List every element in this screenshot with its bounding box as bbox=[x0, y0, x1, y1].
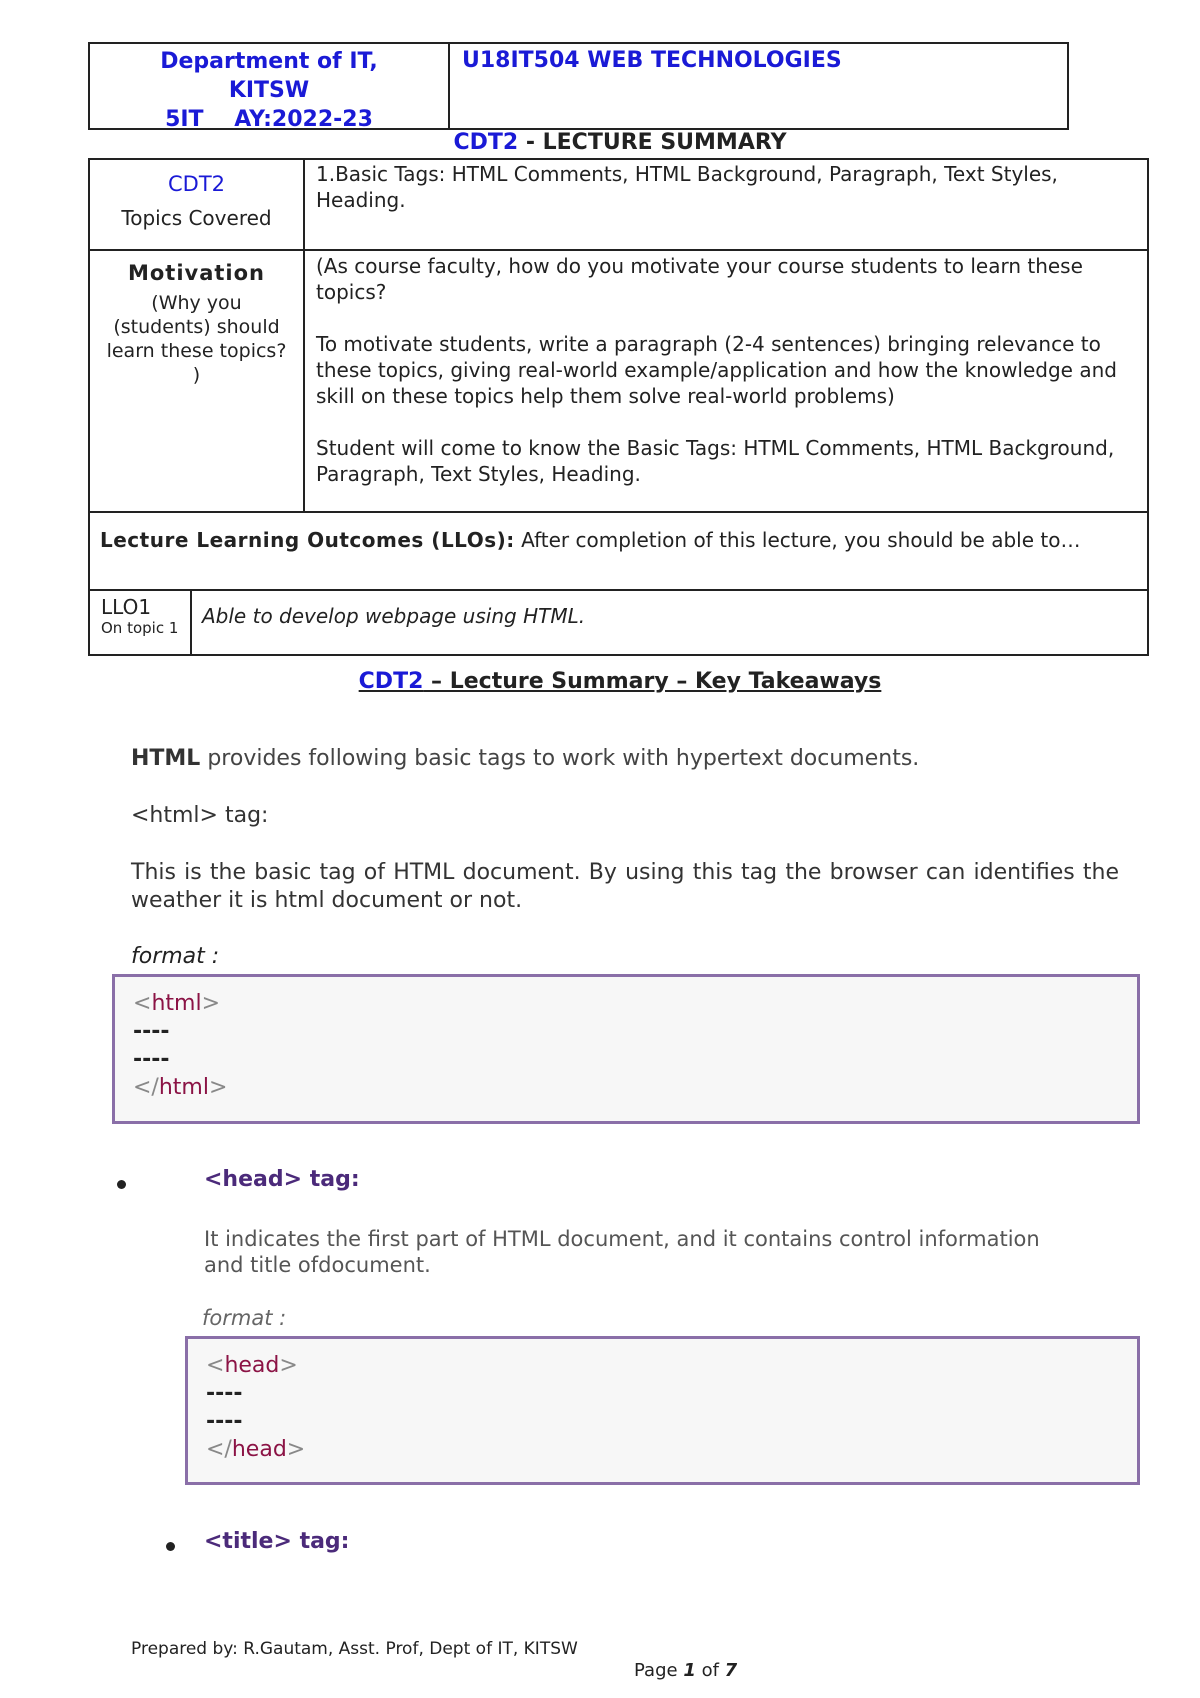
intro-text bbox=[131, 746, 919, 771]
motivation-para2: To motivate students, write a paragraph (2-4 sentences) bringing relevance to these topics, giving real-world example/application and how the knowledge and skill on these topics help them solve real-world problems) bbox=[316, 332, 1117, 408]
department-line2: KITSW bbox=[228, 78, 310, 103]
motivation-subtitle: (Why you (students) should learn these topics? ) bbox=[106, 292, 287, 386]
llo-header-bold: Lecture Learning Outcomes (LLOs): bbox=[100, 528, 515, 552]
head-line2: ---- bbox=[206, 1409, 243, 1434]
takeaway-text: – Lecture Summary – Key Takeaways bbox=[423, 669, 882, 694]
llo1-sub: On topic 1 bbox=[101, 619, 179, 637]
intro-rest: provides following basic tags to work with hypertext documents. bbox=[200, 746, 920, 771]
llo1-text: Able to develop webpage using HTML. bbox=[202, 604, 586, 628]
takeaway-code: CDT2 bbox=[358, 669, 424, 694]
html-line1: ---- bbox=[133, 1019, 170, 1044]
footer-prepared-by: Prepared by: R.Gautam, Asst. Prof, Dept of IT, KITSW bbox=[131, 1639, 578, 1659]
html-open-gt: > bbox=[201, 991, 220, 1016]
lecture-summary-title bbox=[0, 130, 1200, 155]
llo-header-text: After completion of this lecture, you should be able to… bbox=[514, 528, 1081, 552]
llo1-id-cell bbox=[90, 591, 192, 654]
bullet-dot bbox=[117, 1180, 126, 1189]
html-open-name: html bbox=[151, 991, 202, 1016]
html-close-lt: </ bbox=[133, 1075, 159, 1100]
title-tag-heading: <title> tag: bbox=[204, 1529, 350, 1554]
html-close-gt: > bbox=[208, 1075, 228, 1100]
motivation-table bbox=[88, 251, 1149, 513]
head-code-block bbox=[185, 1336, 1140, 1485]
course-title: U18IT504 WEB TECHNOLOGIES bbox=[462, 48, 842, 73]
topics-content: 1.Basic Tags: HTML Comments, HTML Background, Paragraph, Text Styles, Heading. bbox=[316, 162, 1058, 212]
department-line3: 5IT AY:2022-23 bbox=[165, 107, 373, 132]
html-open-lt: < bbox=[133, 991, 152, 1016]
bullet-dot bbox=[166, 1542, 175, 1551]
html-code-block bbox=[112, 974, 1140, 1124]
html-tag-heading: <html> tag: bbox=[131, 803, 269, 828]
html-tag-description: This is the basic tag of HTML document. By using this tag the browser can identifies the weather it is html document or not. bbox=[131, 860, 1119, 913]
topics-table bbox=[88, 158, 1149, 251]
head-line1: ---- bbox=[206, 1381, 243, 1406]
html-open-line bbox=[133, 990, 1137, 1018]
head-close-lt: </ bbox=[206, 1437, 232, 1462]
llo1-id: LLO1 bbox=[101, 595, 152, 619]
html-line2: ---- bbox=[133, 1047, 170, 1072]
head-open-gt: > bbox=[279, 1353, 298, 1378]
head-format-label: format : bbox=[202, 1306, 287, 1330]
department-cell bbox=[90, 44, 450, 132]
head-open-lt: < bbox=[206, 1353, 225, 1378]
head-close-name: head bbox=[231, 1437, 287, 1462]
header-table bbox=[88, 42, 1069, 130]
head-close-gt: > bbox=[286, 1437, 306, 1462]
head-open-name: head bbox=[224, 1353, 280, 1378]
head-tag-heading: <head> tag: bbox=[204, 1167, 360, 1192]
head-close-line bbox=[206, 1436, 1137, 1464]
summary-code: CDT2 bbox=[453, 130, 519, 155]
topics-code: CDT2 bbox=[167, 172, 226, 196]
page-current: 1 bbox=[683, 1660, 696, 1681]
html-format-label: format : bbox=[131, 944, 220, 969]
footer-page-number bbox=[634, 1660, 737, 1681]
motivation-label-cell bbox=[90, 251, 305, 511]
llo1-row bbox=[88, 589, 1149, 656]
llo-header bbox=[88, 511, 1149, 591]
html-close-name: html bbox=[158, 1075, 209, 1100]
intro-bold: HTML bbox=[131, 746, 201, 771]
summary-title-text: - LECTURE SUMMARY bbox=[518, 130, 787, 155]
key-takeaways-heading bbox=[0, 669, 1200, 694]
page-total: 7 bbox=[724, 1660, 738, 1681]
page-label: Page bbox=[634, 1660, 684, 1681]
department-line1: Department of IT, bbox=[160, 49, 378, 74]
head-open-line bbox=[206, 1352, 1137, 1380]
motivation-title: Motivation bbox=[127, 261, 266, 285]
motivation-para1: (As course faculty, how do you motivate your course students to learn these topics? bbox=[316, 254, 1083, 304]
topics-label: Topics Covered bbox=[121, 206, 272, 230]
page-of-label: of bbox=[695, 1660, 725, 1681]
motivation-content bbox=[316, 253, 1137, 487]
head-tag-description: It indicates the first part of HTML document, and it contains control information and title ofdocument. bbox=[204, 1227, 1040, 1277]
motivation-para3: Student will come to know the Basic Tags: HTML Comments, HTML Background, Paragraph, Text Styles, Heading. bbox=[316, 436, 1115, 486]
html-close-line bbox=[133, 1074, 1137, 1102]
topics-label-cell bbox=[90, 160, 305, 249]
